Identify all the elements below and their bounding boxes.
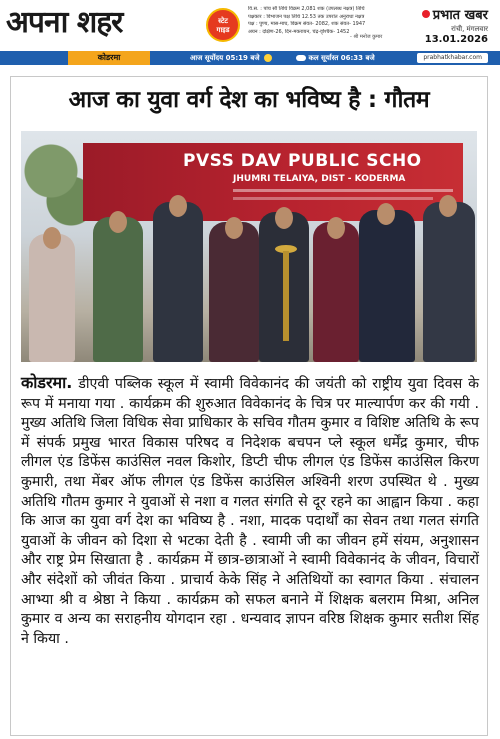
- person-head: [169, 195, 187, 217]
- person-figure: [313, 222, 359, 362]
- sunset-text: कल सूर्यास्त 06:33 बजे: [308, 54, 375, 62]
- headline: आज का युवा वर्ग देश का भविष्य है : गौतम: [68, 87, 430, 113]
- state-guide-badge: [206, 8, 240, 42]
- masthead: [0, 0, 500, 50]
- edition-date: 13.01.2026: [424, 34, 488, 45]
- school-banner: [83, 143, 463, 221]
- event-photo: [21, 131, 477, 362]
- panchang-info: [248, 6, 408, 36]
- person-head: [327, 217, 345, 239]
- sunrise-time: [190, 51, 274, 65]
- article-text: डीएवी पब्लिक स्कूल में स्वामी विवेकानंद की जयंती को राष्ट्रीय युवा दिवस के रूप में मनाया गया . कार्यक्रम की शुरुआत विवेकानंद के चित्र पर माल्यार्पण कर की गयी . मुख्य अतिथि जिला विधिक सेवा प्राधिकार के सचिव गौतम कुमार व विशिष्ट अतिथि के रूप में संपर्क प्रमुख भारत विकास परिषद व निदेशक बचपन प्ले स्कूल धर्मेंद्र कुमार, चीफ लीगल एंड डिफेंस काउंसिल नवल किशोर, डिप्टी चीफ लीगल एंड डिफेंस काउंसिल किरण कुमारी, तथा मेंबर ऑफ लीगल एंड डिफेंस काउंसिल अश्विनी शरण उपस्थित थे . मुख्य अतिथि गौतम कुमार ने युवाओं से नशा व गलत संगति से दूर रहने का आह्वान किया . कहा कि आज का युवा वर्ग देश का भविष्य है . नशा, मादक पदार्थों का सेवन तथा गलत संगति युवाओं के जीवन को दिशा से भटका देती है . स्वामी जी का जीवन हमें संयम, अनुशासन और राष्ट्र प्रेम सिखाता है . कार्यक्रम में छात्र-छात्राओं ने स्वामी विवेकानंद के जीवन, विचारों और संदेशों को जीवंत किया . प्राचार्य केके सिंह ने अतिथियों का स्वागत किया . संचालन आभ्या श्री व श्रेष्ठा ने किया . कार्यक्रम को सफल बनाने में शिक्षक बलराम मिश्रा, अनिल कुमार व अन्य का सराहनीय योगदान रहा . धन्यवाद ज्ञापन वरिष्ठ शिक्षक कुमार सतीश सिंह ने किया .: [21, 376, 479, 647]
- person-figure: [93, 217, 143, 362]
- publisher-dot-icon: [422, 10, 430, 18]
- sunrise-text: आज सूर्योदय 05:19 बजे: [190, 54, 260, 62]
- panchang-line: पक्षकार : विभाजन पक्ष तिथि 12.53 तक उपरांत अनुराधा नक्षत्र: [248, 13, 365, 20]
- astro-credit: - श्री मनोज कुमार: [350, 34, 383, 40]
- panchang-line: पक्ष : पुण्य, मास-माघ, विक्रम संवत- 2082, शक संवत- 1947: [248, 21, 366, 27]
- publisher-name: प्रभात खबर: [432, 8, 488, 23]
- badge-line-1: स्टेट: [218, 17, 228, 25]
- website-link[interactable]: prabhatkhabar.com: [417, 53, 488, 63]
- person-head: [275, 207, 293, 229]
- banner-title: PVSS DAV PUBLIC SCHO: [183, 151, 422, 171]
- district-tab: कोडरमा: [68, 51, 150, 65]
- person-head: [109, 211, 127, 233]
- person-head: [439, 195, 457, 217]
- person-head: [43, 227, 61, 249]
- person-figure: [153, 202, 203, 362]
- edition-city: रांची, मंगलवार: [451, 25, 488, 33]
- article-body: [21, 373, 479, 649]
- person-figure: [359, 210, 415, 362]
- person-figure: [29, 234, 75, 362]
- dateline: कोडरमा.: [21, 373, 73, 392]
- person-head: [225, 217, 243, 239]
- publisher-block: [422, 5, 488, 45]
- cloud-icon: [296, 55, 306, 61]
- brand-title: अपना शहर: [6, 5, 123, 40]
- banner-subtitle: JHUMRI TELAIYA, DIST - KODERMA: [233, 174, 406, 184]
- badge-line-2: गाइड: [216, 26, 230, 34]
- sun-icon: [264, 54, 272, 62]
- panchang-line: अयन : दक्षिण-26, दिन-मकरायन, चंद्र-वृश्चिक- 1452: [248, 28, 350, 35]
- news-clipping: [10, 76, 488, 736]
- banner-text-line: [233, 197, 433, 200]
- ceremonial-lamp: [283, 251, 289, 341]
- person-figure: [209, 222, 259, 362]
- sunset-time: [294, 51, 375, 65]
- publisher-logo: [422, 5, 488, 23]
- person-figure: [423, 202, 475, 362]
- person-head: [377, 203, 395, 225]
- info-bar: [0, 51, 500, 65]
- banner-text-line: [233, 189, 453, 192]
- panchang-line: वि.स. : पांच सौ तिथि विक्रम 2,081 शक (उपलब्ध नक्षत्र) तिथि: [248, 6, 365, 12]
